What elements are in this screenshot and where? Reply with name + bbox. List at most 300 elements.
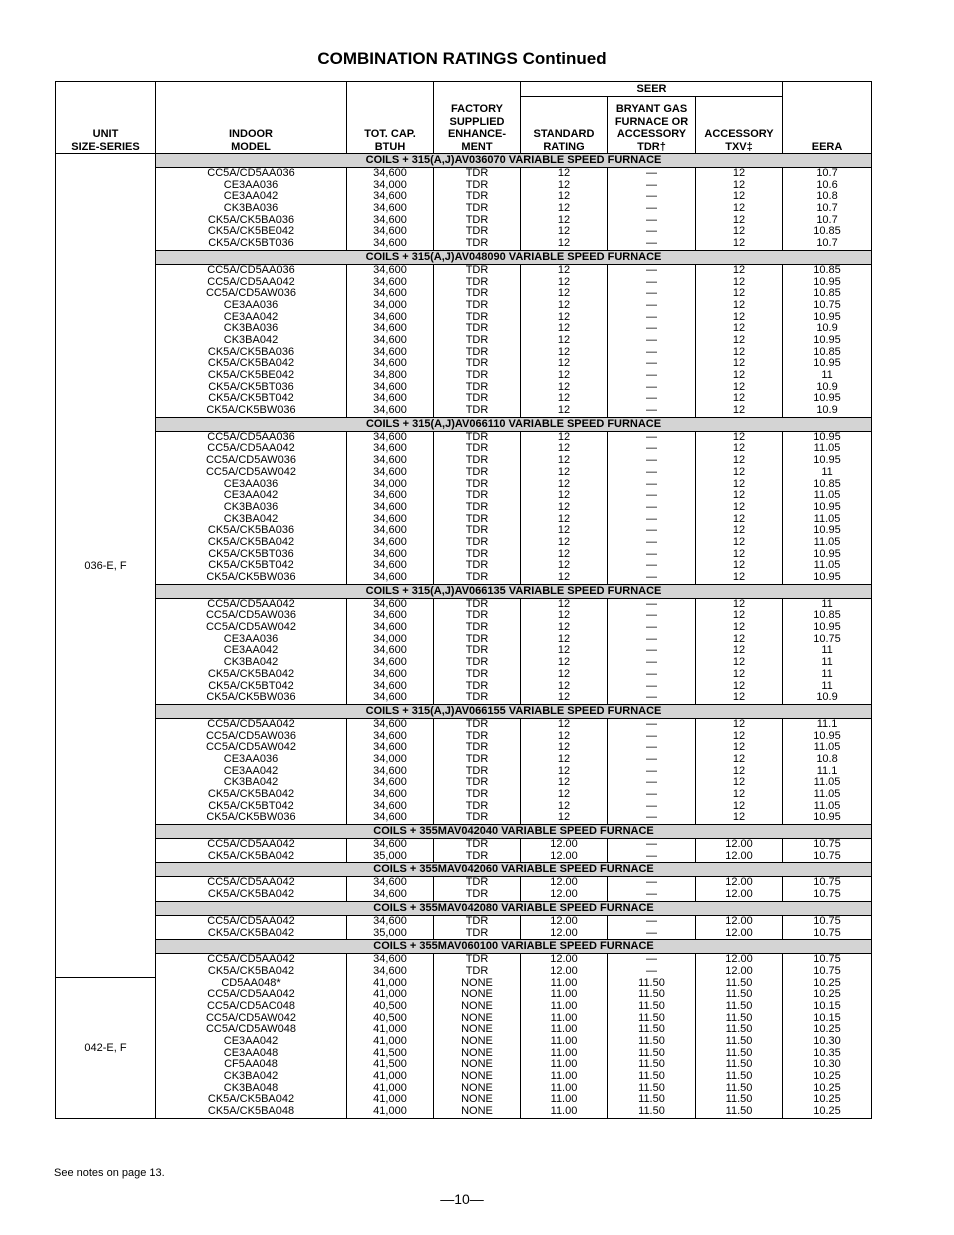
total-capacity-cell: 34,600 (373, 888, 407, 901)
total-capacity-cell: 34,600 (373, 357, 407, 370)
column-eera (783, 598, 872, 704)
factory-enhancement-cell: NONE (461, 977, 493, 989)
total-capacity-cell: 35,000 (373, 849, 407, 862)
standard-rating-cell: 12 (557, 357, 571, 370)
total-capacity-cell: 34,600 (373, 741, 407, 754)
column-bryant-tdr (608, 264, 696, 417)
standard-rating-cell: 11.00 (550, 1046, 578, 1059)
factory-enhancement-cell: TDR (465, 500, 489, 513)
accessory-txv-cell: 12 (732, 609, 746, 622)
total-capacity-cell: 34,600 (373, 190, 407, 203)
accessory-txv-cell: 12 (732, 310, 746, 323)
column-indoor-model (156, 264, 347, 417)
standard-rating-cell: 12.00 (550, 838, 578, 851)
standard-rating-cell: 12 (557, 202, 571, 215)
column-factory-enhancement (434, 839, 521, 863)
accessory-txv-cell: 12 (732, 524, 746, 537)
indoor-model-cell: CK3BA036 (223, 500, 279, 513)
total-capacity-cell: 34,000 (373, 178, 407, 191)
bryant-tdr-cell: — (646, 718, 657, 730)
indoor-model-cell: CK5A/CK5BA042 (207, 535, 295, 548)
header-standard-rating: STANDARD RATING (521, 97, 608, 154)
total-capacity-cell: 34,600 (373, 237, 407, 250)
total-capacity-cell: 34,600 (373, 609, 407, 622)
standard-rating-cell: 12.00 (550, 953, 578, 966)
accessory-txv-cell: 12 (732, 380, 746, 393)
total-capacity-cell: 34,600 (373, 333, 407, 346)
table-header (56, 82, 872, 154)
accessory-txv-cell: 11.50 (725, 1035, 753, 1047)
accessory-txv-cell: 12 (732, 264, 746, 276)
total-capacity-cell: 34,600 (373, 489, 407, 502)
standard-rating-cell: 12 (557, 524, 571, 537)
accessory-txv-cell: 12 (732, 225, 746, 238)
indoor-model-cell: CK5A/CK5BE042 (207, 225, 295, 238)
indoor-model-cell: CK5A/CK5BE042 (207, 369, 295, 381)
column-accessory-txv (696, 915, 783, 939)
indoor-model-cell: CK3BA042 (223, 776, 279, 789)
eera-cell: 10.95 (813, 524, 841, 537)
column-indoor-model (156, 915, 347, 939)
column-total-capacity (347, 264, 434, 417)
factory-enhancement-cell: TDR (465, 838, 489, 851)
total-capacity-cell: 34,000 (373, 632, 407, 645)
indoor-model-cell: CK5A/CK5BA042 (207, 926, 295, 939)
eera-cell: 10.85 (813, 477, 841, 490)
bryant-tdr-cell: 11.50 (638, 1081, 665, 1094)
indoor-model-cell: CE3AA042 (223, 310, 279, 323)
column-standard-rating (521, 431, 608, 584)
indoor-model-cell: CC5A/CD5AW042 (205, 1011, 297, 1024)
standard-rating-cell: 12 (557, 729, 571, 742)
column-total-capacity (347, 168, 434, 251)
bryant-tdr-cell: — (646, 752, 657, 765)
accessory-txv-cell: 12 (732, 477, 746, 490)
total-capacity-cell: 34,600 (373, 392, 407, 405)
bryant-tdr-cell: — (646, 178, 657, 191)
page-title: COMBINATION RATINGS Continued (317, 49, 607, 68)
accessory-txv-cell: 12 (732, 547, 746, 560)
bryant-tdr-cell: — (646, 632, 657, 645)
factory-enhancement-cell: NONE (461, 1035, 493, 1047)
column-bryant-tdr (608, 978, 696, 1119)
bryant-tdr-cell: — (646, 598, 657, 610)
eera-cell: 10.75 (813, 838, 841, 851)
factory-enhancement-cell: NONE (461, 1093, 493, 1106)
standard-rating-cell: 11.00 (550, 1081, 578, 1094)
bryant-tdr-cell: — (646, 788, 657, 800)
factory-enhancement-cell: NONE (461, 988, 493, 1001)
bryant-tdr-cell: — (646, 764, 657, 777)
eera-cell: 11 (821, 465, 833, 478)
indoor-model-cell: CK5A/CK5BW036 (206, 404, 296, 417)
unit-size-series-cell: 042-E, F (56, 978, 156, 1119)
indoor-model-cell: CE3AA036 (223, 178, 279, 191)
standard-rating-cell: 12 (557, 310, 571, 323)
bryant-tdr-cell: — (646, 729, 657, 742)
standard-rating-cell: 11.00 (550, 1011, 578, 1024)
factory-enhancement-cell: TDR (465, 644, 489, 657)
bryant-tdr-cell: — (646, 392, 657, 405)
column-total-capacity (347, 431, 434, 584)
total-capacity-cell: 34,600 (373, 322, 407, 335)
indoor-model-cell: CK5A/CK5BA042 (207, 357, 295, 370)
accessory-txv-cell: 12 (732, 811, 746, 824)
column-standard-rating (521, 877, 608, 901)
standard-rating-cell: 11.00 (550, 988, 578, 1001)
bryant-tdr-cell: — (646, 442, 657, 455)
column-factory-enhancement (434, 718, 521, 824)
column-eera (783, 168, 872, 251)
total-capacity-cell: 41,500 (373, 1046, 407, 1059)
factory-enhancement-cell: TDR (465, 547, 489, 560)
indoor-model-cell: CC5A/CD5AW042 (205, 465, 297, 478)
indoor-model-cell: CK5A/CK5BT042 (208, 799, 294, 812)
factory-enhancement-cell: TDR (465, 167, 489, 179)
factory-enhancement-cell: TDR (465, 225, 489, 238)
bryant-tdr-cell: — (646, 849, 657, 862)
indoor-model-cell: CC5A/CD5AW036 (205, 287, 297, 300)
factory-enhancement-cell: TDR (465, 718, 489, 730)
column-accessory-txv (696, 168, 783, 251)
standard-rating-cell: 11.00 (550, 1035, 578, 1047)
total-capacity-cell: 34,600 (373, 167, 407, 179)
indoor-model-cell: CK5A/CK5BT042 (208, 559, 294, 572)
factory-enhancement-cell: TDR (465, 524, 489, 537)
standard-rating-cell: 11.00 (550, 977, 578, 989)
bryant-tdr-cell: — (646, 298, 657, 311)
accessory-txv-cell: 12 (732, 454, 746, 467)
eera-cell: 10.95 (813, 357, 841, 370)
column-accessory-txv (696, 431, 783, 584)
factory-enhancement-cell: TDR (465, 392, 489, 405)
page-number: —10— (440, 1191, 484, 1207)
eera-cell: 10.95 (813, 571, 841, 583)
indoor-model-cell: CC5A/CD5AW048 (205, 1023, 297, 1036)
bryant-tdr-cell: — (646, 380, 657, 393)
column-standard-rating (521, 598, 608, 704)
eera-cell: 11.05 (813, 788, 841, 800)
total-capacity-cell: 34,600 (373, 380, 407, 393)
standard-rating-cell: 12 (557, 667, 571, 680)
eera-cell: 11.05 (813, 512, 841, 525)
total-capacity-cell: 34,600 (373, 310, 407, 323)
factory-enhancement-cell: TDR (465, 380, 489, 393)
eera-cell: 10.95 (813, 275, 841, 288)
indoor-model-cell: CE3AA042 (223, 764, 279, 777)
eera-cell: 10.95 (813, 333, 841, 346)
indoor-model-cell: CK3BA036 (223, 322, 279, 335)
bryant-tdr-cell: — (646, 465, 657, 478)
indoor-model-cell: CE3AA042 (223, 489, 279, 502)
standard-rating-cell: 12 (557, 776, 571, 789)
section-header-row (56, 825, 872, 839)
factory-enhancement-cell: TDR (465, 465, 489, 478)
table-row (56, 839, 872, 863)
standard-rating-cell: 11.00 (550, 1023, 578, 1036)
section-header-row (56, 250, 872, 264)
standard-rating-cell: 12 (557, 609, 571, 622)
total-capacity-cell: 34,600 (373, 621, 407, 634)
factory-enhancement-cell: TDR (465, 656, 489, 669)
accessory-txv-cell: 12.00 (725, 953, 753, 966)
indoor-model-cell: CE3AA036 (223, 298, 279, 311)
standard-rating-cell: 12 (557, 691, 571, 704)
accessory-txv-cell: 12 (732, 213, 746, 226)
standard-rating-cell: 12 (557, 571, 571, 583)
indoor-model-cell: CK5A/CK5BT042 (208, 392, 294, 405)
bryant-tdr-cell: — (646, 776, 657, 789)
total-capacity-cell: 34,600 (373, 838, 407, 851)
standard-rating-cell: 12 (557, 489, 571, 502)
standard-rating-cell: 12 (557, 392, 571, 405)
bryant-tdr-cell: 11.50 (638, 1070, 665, 1083)
total-capacity-cell: 34,600 (373, 667, 407, 680)
total-capacity-cell: 34,600 (373, 512, 407, 525)
eera-cell: 11.1 (816, 718, 838, 730)
total-capacity-cell: 34,600 (373, 656, 407, 669)
bryant-tdr-cell: 11.50 (638, 999, 665, 1012)
total-capacity-cell: 41,000 (373, 1081, 407, 1094)
factory-enhancement-cell: TDR (465, 679, 489, 692)
indoor-model-cell: CC5A/CD5AA042 (207, 838, 295, 851)
section-header-row (56, 584, 872, 598)
factory-enhancement-cell: TDR (465, 729, 489, 742)
eera-cell: 10.95 (813, 547, 841, 560)
column-total-capacity (347, 598, 434, 704)
total-capacity-cell: 34,600 (373, 275, 407, 288)
eera-cell: 10.75 (813, 849, 841, 862)
factory-enhancement-cell: TDR (465, 298, 489, 311)
factory-enhancement-cell: TDR (465, 691, 489, 704)
accessory-txv-cell: 12 (732, 345, 746, 358)
header-factory-enhancement: FACTORY SUPPLIED ENHANCE- MENT (434, 82, 521, 154)
bryant-tdr-cell: — (646, 644, 657, 657)
eera-cell: 10.9 (816, 691, 838, 704)
factory-enhancement-cell: TDR (465, 442, 489, 455)
accessory-txv-cell: 12.00 (725, 926, 753, 939)
standard-rating-cell: 12 (557, 598, 571, 610)
section-title: COILS + 315(A,J)AV066110 VARIABLE SPEED FURNACE (156, 417, 872, 431)
accessory-txv-cell: 12 (732, 788, 746, 800)
standard-rating-cell: 12 (557, 811, 571, 824)
factory-enhancement-cell: TDR (465, 964, 489, 977)
eera-cell: 11.05 (813, 799, 841, 812)
header-seer: SEER (521, 82, 783, 97)
indoor-model-cell: CC5A/CD5AA042 (207, 988, 295, 1001)
eera-cell: 10.6 (816, 178, 838, 191)
bryant-tdr-cell: — (646, 190, 657, 203)
bryant-tdr-cell: 11.50 (638, 1093, 665, 1106)
standard-rating-cell: 12 (557, 431, 571, 443)
standard-rating-cell: 11.00 (550, 999, 578, 1012)
eera-cell: 10.9 (816, 380, 838, 393)
eera-cell: 10.95 (813, 621, 841, 634)
total-capacity-cell: 34,600 (373, 465, 407, 478)
table-row (56, 954, 872, 978)
header-bryant-tdr: BRYANT GAS FURNACE OR ACCESSORY TDR† (608, 97, 696, 154)
accessory-txv-cell: 11.50 (725, 1093, 753, 1106)
bryant-tdr-cell: 11.50 (638, 1105, 665, 1118)
factory-enhancement-cell: TDR (465, 237, 489, 250)
eera-cell: 11 (821, 679, 833, 692)
eera-cell: 10.85 (813, 345, 841, 358)
accessory-txv-cell: 11.50 (725, 1081, 753, 1094)
eera-cell: 11.05 (813, 442, 841, 455)
indoor-model-cell: CK5A/CK5BA042 (207, 667, 295, 680)
bryant-tdr-cell: — (646, 656, 657, 669)
column-indoor-model (156, 168, 347, 251)
accessory-txv-cell: 12 (732, 237, 746, 250)
accessory-txv-cell: 12 (732, 799, 746, 812)
accessory-txv-cell: 12 (732, 190, 746, 203)
column-eera (783, 264, 872, 417)
standard-rating-cell: 12 (557, 442, 571, 455)
bryant-tdr-cell: — (646, 621, 657, 634)
factory-enhancement-cell: TDR (465, 764, 489, 777)
combination-ratings-table (55, 81, 872, 1119)
indoor-model-cell: CK5A/CK5BW036 (206, 691, 296, 704)
indoor-model-cell: CC5A/CD5AA036 (207, 167, 295, 179)
factory-enhancement-cell: TDR (465, 799, 489, 812)
eera-cell: 10.75 (813, 632, 841, 645)
standard-rating-cell: 12.00 (550, 849, 578, 862)
standard-rating-cell: 12 (557, 178, 571, 191)
indoor-model-cell: CC5A/CD5AW036 (205, 609, 297, 622)
factory-enhancement-cell: TDR (465, 926, 489, 939)
column-bryant-tdr (608, 954, 696, 978)
total-capacity-cell: 34,600 (373, 915, 407, 927)
bryant-tdr-cell: — (646, 876, 657, 889)
indoor-model-cell: CK5A/CK5BT042 (208, 679, 294, 692)
column-accessory-txv (696, 839, 783, 863)
bryant-tdr-cell: — (646, 310, 657, 323)
accessory-txv-cell: 12 (732, 632, 746, 645)
eera-cell: 10.8 (816, 190, 838, 203)
eera-cell: 10.95 (813, 431, 841, 443)
header-accessory-txv: ACCESSORY TXV‡ (696, 97, 783, 154)
accessory-txv-cell: 11.50 (725, 1058, 753, 1071)
eera-cell: 11 (821, 369, 833, 381)
eera-cell: 11.05 (813, 741, 841, 754)
accessory-txv-cell: 12 (732, 718, 746, 730)
column-accessory-txv (696, 264, 783, 417)
column-eera (783, 954, 872, 978)
eera-cell: 11.05 (813, 776, 841, 789)
total-capacity-cell: 34,600 (373, 345, 407, 358)
eera-cell: 10.25 (813, 977, 841, 989)
bryant-tdr-cell: — (646, 888, 657, 901)
eera-cell: 10.9 (816, 404, 838, 417)
column-standard-rating (521, 978, 608, 1119)
bryant-tdr-cell: — (646, 454, 657, 467)
factory-enhancement-cell: NONE (461, 1105, 493, 1118)
accessory-txv-cell: 12 (732, 741, 746, 754)
section-title: COILS + 315(A,J)AV066155 VARIABLE SPEED FURNACE (156, 704, 872, 718)
total-capacity-cell: 40,500 (373, 1011, 407, 1024)
total-capacity-cell: 34,600 (373, 598, 407, 610)
eera-cell: 11 (821, 656, 833, 669)
eera-cell: 10.25 (813, 1093, 841, 1106)
indoor-model-cell: CE3AA042 (223, 190, 279, 203)
total-capacity-cell: 35,000 (373, 926, 407, 939)
bryant-tdr-cell: — (646, 333, 657, 346)
factory-enhancement-cell: NONE (461, 1046, 493, 1059)
bryant-tdr-cell: — (646, 838, 657, 851)
factory-enhancement-cell: TDR (465, 275, 489, 288)
total-capacity-cell: 34,600 (373, 524, 407, 537)
column-factory-enhancement (434, 264, 521, 417)
section-title: COILS + 315(A,J)AV048090 VARIABLE SPEED FURNACE (156, 250, 872, 264)
total-capacity-cell: 34,600 (373, 679, 407, 692)
column-bryant-tdr (608, 431, 696, 584)
accessory-txv-cell: 12.00 (725, 849, 753, 862)
section-title: COILS + 355MAV060100 VARIABLE SPEED FURNACE (156, 940, 872, 954)
eera-cell: 11.05 (813, 559, 841, 572)
accessory-txv-cell: 12 (732, 559, 746, 572)
factory-enhancement-cell: TDR (465, 888, 489, 901)
section-header-row (56, 154, 872, 168)
indoor-model-cell: CK5A/CK5BA042 (207, 1093, 295, 1106)
column-indoor-model (156, 978, 347, 1119)
bryant-tdr-cell: — (646, 287, 657, 300)
bryant-tdr-cell: — (646, 512, 657, 525)
indoor-model-cell: CK5A/CK5BA036 (207, 345, 295, 358)
eera-cell: 10.7 (816, 213, 838, 226)
standard-rating-cell: 12.00 (550, 876, 578, 889)
indoor-model-cell: CE3AA048 (223, 1046, 279, 1059)
eera-cell: 11 (821, 598, 833, 610)
bryant-tdr-cell: 11.50 (638, 1046, 665, 1059)
accessory-txv-cell: 12 (732, 431, 746, 443)
factory-enhancement-cell: TDR (465, 489, 489, 502)
standard-rating-cell: 12 (557, 799, 571, 812)
factory-enhancement-cell: TDR (465, 776, 489, 789)
factory-enhancement-cell: TDR (465, 357, 489, 370)
factory-enhancement-cell: NONE (461, 999, 493, 1012)
column-bryant-tdr (608, 168, 696, 251)
standard-rating-cell: 12 (557, 500, 571, 513)
total-capacity-cell: 34,600 (373, 547, 407, 560)
total-capacity-cell: 34,600 (373, 287, 407, 300)
standard-rating-cell: 12 (557, 213, 571, 226)
indoor-model-cell: CE3AA036 (223, 752, 279, 765)
standard-rating-cell: 12 (557, 287, 571, 300)
accessory-txv-cell: 11.50 (725, 988, 753, 1001)
total-capacity-cell: 34,600 (373, 431, 407, 443)
accessory-txv-cell: 12 (732, 465, 746, 478)
eera-cell: 10.75 (813, 915, 841, 927)
column-eera (783, 978, 872, 1119)
column-indoor-model (156, 839, 347, 863)
total-capacity-cell: 34,800 (373, 369, 407, 381)
standard-rating-cell: 12 (557, 275, 571, 288)
column-total-capacity (347, 954, 434, 978)
standard-rating-cell: 12.00 (550, 926, 578, 939)
bryant-tdr-cell: — (646, 357, 657, 370)
column-bryant-tdr (608, 839, 696, 863)
column-factory-enhancement (434, 877, 521, 901)
total-capacity-cell: 34,600 (373, 535, 407, 548)
accessory-txv-cell: 12 (732, 691, 746, 704)
section-title: COILS + 355MAV042060 VARIABLE SPEED FURNACE (156, 863, 872, 877)
column-bryant-tdr (608, 915, 696, 939)
factory-enhancement-cell: TDR (465, 213, 489, 226)
factory-enhancement-cell: TDR (465, 431, 489, 443)
indoor-model-cell: CK5A/CK5BT036 (208, 380, 294, 393)
accessory-txv-cell: 11.50 (725, 999, 753, 1012)
indoor-model-cell: CK5A/CK5BA042 (207, 964, 295, 977)
